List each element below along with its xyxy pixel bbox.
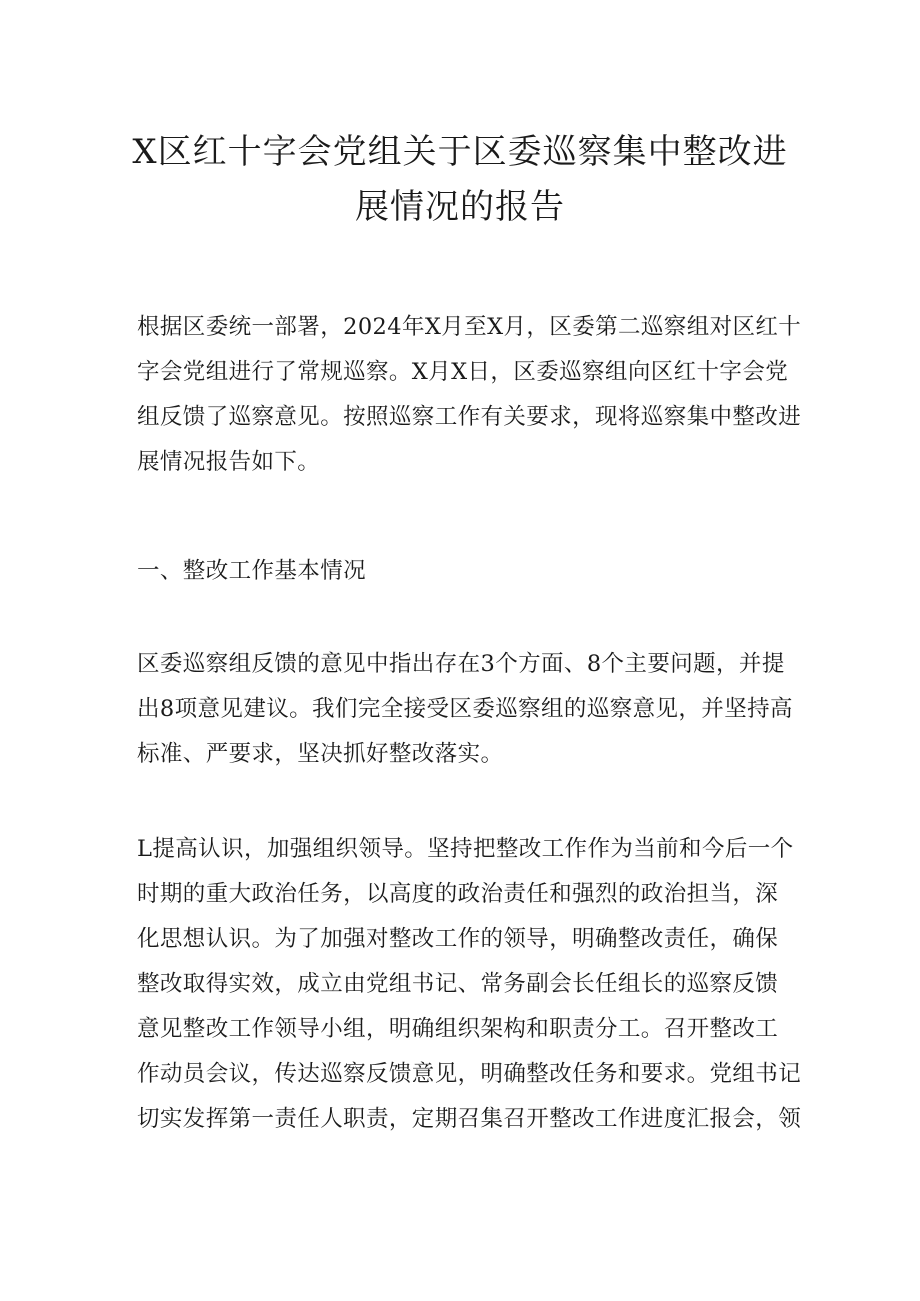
item1-line: 整改取得实效，成立由党组书记、常务副会长任组长的巡察反馈 [137, 971, 779, 997]
overview-line: 标准、严要求，坚决抓好整改落实。 [137, 741, 504, 767]
intro-line: 字会党组进行了常规巡察。X月X日，区委巡察组向区红十字会党 [137, 359, 789, 385]
document-title [120, 125, 800, 235]
item1-line: 时期的重大政治任务，以高度的政治责任和强烈的政治担当，深 [137, 881, 779, 907]
title-line-1: X区红十字会党组关于区委巡察集中整改进 [132, 132, 788, 172]
item1-paragraph [137, 827, 802, 1142]
overview-line: 出8项意见建议。我们完全接受区委巡察组的巡察意见，并坚持高 [137, 696, 793, 722]
item1-line: 切实发挥第一责任人职责，定期召集召开整改工作进度汇报会，领 [137, 1106, 802, 1132]
intro-line: 根据区委统一部署，2024年X月至X月，区委第二巡察组对区红十 [137, 314, 802, 340]
title-line-2: 展情况的报告 [355, 187, 565, 227]
intro-line: 组反馈了巡察意见。按照巡察工作有关要求，现将巡察集中整改进 [137, 404, 802, 430]
overview-paragraph [137, 642, 792, 777]
intro-paragraph [137, 305, 802, 485]
item1-line: 作动员会议，传达巡察反馈意见，明确整改任务和要求。党组书记 [137, 1061, 802, 1087]
item1-line: 意见整改工作领导小组，明确组织架构和职责分工。召开整改工 [137, 1016, 779, 1042]
section-heading-1: 一、整改工作基本情况 [137, 558, 367, 584]
overview-line: 区委巡察组反馈的意见中指出存在3个方面、8个主要问题，并提 [137, 651, 785, 677]
item1-line: L提高认识，加强组织领导。坚持把整改工作作为当前和今后一个 [137, 836, 794, 862]
item1-line: 化思想认识。为了加强对整改工作的领导，明确整改责任，确保 [137, 926, 779, 952]
intro-line: 展情况报告如下。 [137, 449, 321, 475]
